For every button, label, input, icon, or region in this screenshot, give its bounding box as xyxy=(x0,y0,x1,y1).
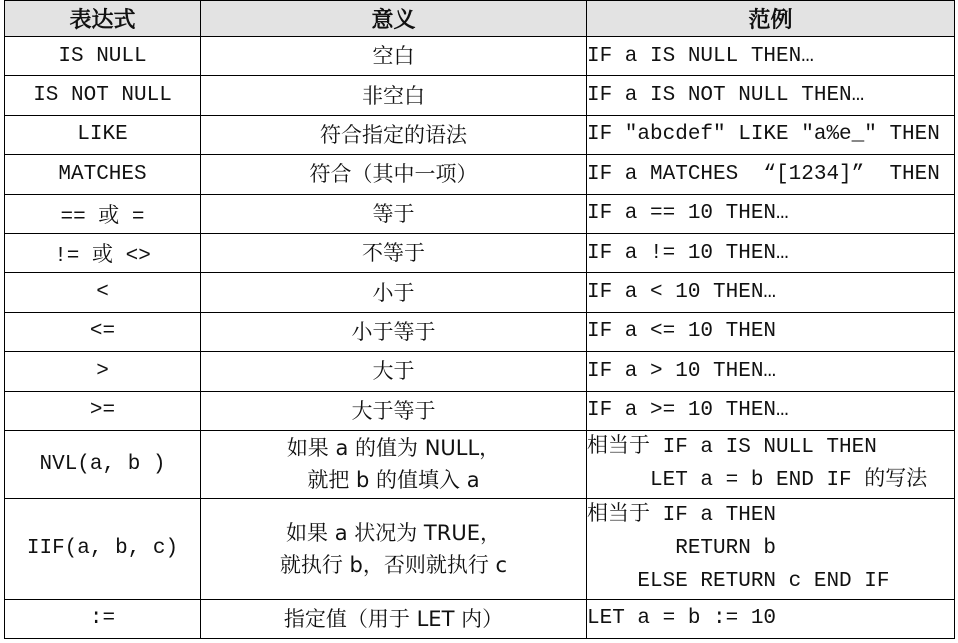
meaning-cell xyxy=(201,233,587,272)
meaning-cell xyxy=(201,155,587,194)
example-line: LET a = b END IF 的写法 xyxy=(587,469,928,493)
meaning-line: 空白 xyxy=(372,44,415,69)
expression-cell: >= xyxy=(5,391,201,430)
expression-cell: < xyxy=(5,273,201,312)
meaning-line: 等于 xyxy=(372,201,415,226)
meaning-line: 非空白 xyxy=(362,83,425,108)
table-row xyxy=(5,194,955,233)
meaning-line: 如果 a 的值为 NULL， xyxy=(286,436,501,461)
expression-cell: IIF(a, b, c) xyxy=(5,498,201,599)
expression-cell: MATCHES xyxy=(5,155,201,194)
example-cell xyxy=(587,194,955,233)
meaning-cell xyxy=(201,391,587,430)
example-line: IF a MATCHES “[1234]” THEN xyxy=(587,162,940,186)
meaning-cell xyxy=(201,273,587,312)
example-line: IF a IS NULL THEN… xyxy=(587,44,814,68)
meaning-line: 大于等于 xyxy=(351,398,436,423)
table-row xyxy=(5,233,955,272)
example-cell xyxy=(587,155,955,194)
meaning-line: 指定值（用于 LET 内） xyxy=(283,606,504,631)
meaning-line: 大于 xyxy=(372,359,415,384)
example-cell xyxy=(587,233,955,272)
table-row xyxy=(5,76,955,115)
example-line: 相当于 IF a IS NULL THEN xyxy=(587,436,877,460)
meaning-line: 小于等于 xyxy=(351,319,436,344)
table-row xyxy=(5,273,955,312)
example-cell xyxy=(587,498,955,599)
header-row xyxy=(5,1,955,37)
table-row xyxy=(5,352,955,391)
table-row xyxy=(5,115,955,154)
example-line: RETURN b xyxy=(587,537,777,561)
meaning-cell xyxy=(201,194,587,233)
example-cell xyxy=(587,430,955,498)
example-line: IF "abcdef" LIKE "a%e_" THEN xyxy=(587,123,940,147)
meaning-cell xyxy=(201,37,587,76)
example-cell xyxy=(587,352,955,391)
meaning-line: 如果 a 状况为 TRUE， xyxy=(286,520,501,545)
table-body xyxy=(5,37,955,639)
meaning-cell xyxy=(201,599,587,638)
example-line: IF a == 10 THEN… xyxy=(587,202,789,226)
example-cell xyxy=(587,37,955,76)
expression-cell: := xyxy=(5,599,201,638)
meaning-line: 符合指定的语法 xyxy=(320,122,467,147)
meaning-cell xyxy=(201,498,587,599)
example-line: 相当于 IF a THEN xyxy=(587,504,777,528)
meaning-line: 不等于 xyxy=(362,241,425,266)
expression-cell: != 或 <> xyxy=(5,233,201,272)
meaning-line: 小于 xyxy=(372,280,415,305)
table-row xyxy=(5,37,955,76)
meaning-cell xyxy=(201,76,587,115)
example-line: LET a = b := 10 xyxy=(587,607,777,631)
meaning-cell xyxy=(201,115,587,154)
example-line: IF a <= 10 THEN xyxy=(587,320,777,344)
example-cell xyxy=(587,312,955,351)
meaning-cell xyxy=(201,312,587,351)
meaning-line: 就把 b 的值填入 a xyxy=(307,468,480,493)
operator-table xyxy=(4,0,955,639)
meaning-cell xyxy=(201,352,587,391)
expression-cell: LIKE xyxy=(5,115,201,154)
example-cell xyxy=(587,599,955,638)
expression-cell: <= xyxy=(5,312,201,351)
table-row xyxy=(5,498,955,599)
table-row xyxy=(5,391,955,430)
example-cell xyxy=(587,391,955,430)
meaning-cell xyxy=(201,430,587,498)
table-row xyxy=(5,430,955,498)
example-line: IF a IS NOT NULL THEN… xyxy=(587,84,865,108)
header-expression: 表达式 xyxy=(5,1,201,37)
expression-cell: IS NOT NULL xyxy=(5,76,201,115)
table-row xyxy=(5,599,955,638)
header-example: 范例 xyxy=(587,1,955,37)
table-row xyxy=(5,312,955,351)
header-meaning: 意义 xyxy=(201,1,587,37)
example-cell xyxy=(587,273,955,312)
example-line: IF a < 10 THEN… xyxy=(587,281,777,305)
expression-cell: == 或 = xyxy=(5,194,201,233)
example-line: IF a != 10 THEN… xyxy=(587,241,789,265)
example-line: ELSE RETURN c END IF xyxy=(587,570,890,594)
expression-cell: > xyxy=(5,352,201,391)
meaning-line: 就执行 b，否则就执行 c xyxy=(279,552,508,577)
example-cell xyxy=(587,115,955,154)
table-row xyxy=(5,155,955,194)
example-cell xyxy=(587,76,955,115)
meaning-line: 符合（其中一项） xyxy=(309,162,478,187)
example-line: IF a > 10 THEN… xyxy=(587,359,777,383)
expression-cell: NVL(a, b ) xyxy=(5,430,201,498)
expression-cell: IS NULL xyxy=(5,37,201,76)
example-line: IF a >= 10 THEN… xyxy=(587,399,789,423)
